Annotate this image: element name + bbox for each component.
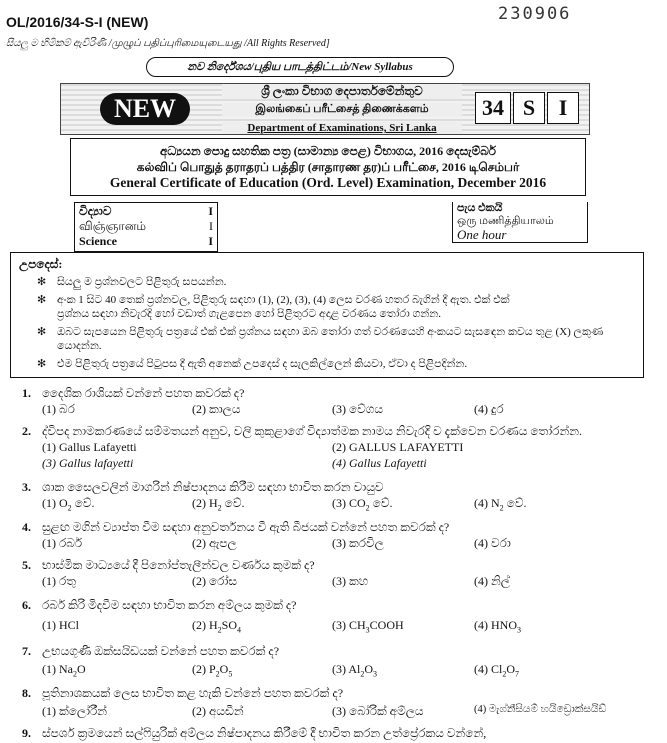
- option-1: (1) බර: [42, 402, 75, 416]
- serial-number: 230906: [498, 4, 572, 24]
- option-3: (3) $Al_2O_3$: [332, 662, 378, 679]
- option-4: (4) මැග්නීසියම් හයිඩ්‍රොක්සයිඩ්: [474, 704, 607, 715]
- asterisk-icon: ✻: [37, 276, 47, 288]
- syllabus-label: නව නිර්දේශය/புதிய பாடத்திட்டம்/New Syllabus: [146, 57, 454, 77]
- duration-sinhala: පැය එකයි: [457, 202, 503, 214]
- option-2: (2) $H_2SO_4$: [192, 618, 242, 635]
- option-1: (1) Gallus Lafayetti: [42, 440, 137, 454]
- option-1: (1) HCl: [42, 618, 79, 632]
- option-2: (2) රෝස: [192, 574, 237, 588]
- question-stem: පූතිනාශකයක් ලෙස භාවිත කළ හැකි වන්නේ පහත කවරක් ද?: [42, 686, 344, 700]
- question-stem: ස්පර්ශ ක්‍රමයෙන් සල්ෆියුරික් අම්ලය නිෂ්පාදනය කිරීමේ දී භාවිත කරන උත්ප්‍රේරකය වන්නේ,: [42, 726, 487, 740]
- department-name-sinhala: ශ්‍රී ලංකා විභාග දෙපාර්තමේන්තුව: [222, 84, 462, 99]
- new-badge: NEW: [100, 93, 190, 125]
- question-stem: උභයගුණී ඔක්සයිඩයක් වන්නේ පහත කවරක් ද?: [42, 644, 280, 658]
- duration-english: One hour: [457, 227, 507, 242]
- option-3: (3) කරවිල: [332, 536, 384, 550]
- option-2: (2) GALLUS LAFAYETTI: [332, 440, 464, 454]
- question-stem: දෛශික රාශියක් වන්නේ පහත කවරක් ද?: [42, 386, 245, 400]
- question-stem: සුළඟ මගින් ව්‍යාප්ත වීම සඳහා අනුවර්තනය වී ඇති බීජයක් වන්නේ පහත කවරක් ද?: [42, 520, 450, 534]
- option-2: (2) $H_2$ වේ.: [192, 496, 245, 513]
- option-2: (2) කාලය: [192, 402, 241, 416]
- option-3: (3) $CH_3COOH$: [332, 618, 404, 635]
- asterisk-icon: ✻: [37, 294, 47, 306]
- option-1: (1) රබර්: [42, 536, 83, 550]
- subject-tamil: விஞ்ஞானம்: [79, 219, 146, 233]
- option-3: (3) කහ: [332, 574, 369, 588]
- paper-code: OL/2016/34-S-I (NEW): [6, 14, 149, 30]
- subject-sinhala: විද්‍යාව: [79, 204, 112, 218]
- option-4: (4) $Cl_2O_7$: [474, 662, 520, 679]
- subject-box: [74, 202, 218, 252]
- subject-part: I: [209, 219, 213, 233]
- option-3: (3) බෝරික් අම්ලය: [332, 704, 424, 718]
- instruction-item-continued: ප්‍රශ්නය සඳහා නිවැරදි හෝ වඩාත් ගැළපෙන හෝ පිළිතුරට අදාළ වරණය තෝරා ගන්න.: [57, 308, 441, 320]
- code-cell-part: I: [547, 92, 579, 124]
- exam-title-english: General Certificate of Education (Ord. Level) Examination, December 2016: [109, 175, 547, 190]
- option-4: (4) නිල්: [474, 574, 510, 588]
- instructions-box: [10, 252, 644, 378]
- option-4: (4) දුර: [474, 402, 504, 416]
- option-2: (2) අයඩීන්: [192, 704, 244, 718]
- option-1: (1) ක්ලෝරීන්: [42, 704, 108, 718]
- option-4: (4) වරා: [474, 536, 511, 550]
- asterisk-icon: ✻: [37, 358, 47, 370]
- option-3: (3) Gallus lafayetti: [42, 456, 134, 470]
- instruction-item-continued: යොදන්න.: [57, 340, 102, 352]
- rights-notice: සියලු ම හිමිකම් ඇවිරිණි /முழுப் பதிப்புரிமையுடையது /All Rights Reserved]: [6, 38, 330, 49]
- subject-part: I: [208, 234, 213, 248]
- option-1: (1) රතු: [42, 574, 76, 588]
- department-name-english: Department of Examinations, Sri Lanka: [222, 122, 462, 134]
- duration-tamil: ஒரு மணித்தியாலம்: [457, 215, 554, 227]
- subject-part: I: [208, 204, 213, 218]
- asterisk-icon: ✻: [37, 326, 47, 338]
- instruction-item: ✻ අංක 1 සිට 40 තෙක් ප්‍රශ්නවල, පිළිතුරු සඳහා (1), (2), (3), (4) ලෙස වරණ හතර බැගින් දී ඇත. එක් එක්: [37, 294, 510, 306]
- instructions-heading: උපදෙස්:: [19, 257, 63, 271]
- instruction-item: ✻ එම පිළිතුරු පත්‍රයේ පිටුපස දී ඇති අනෙක් උපදෙස් ද සැලකිල්ලෙන් කියවා, ඒවා ද පිළිපදින්න.: [37, 358, 468, 370]
- option-3: (3) වේගය: [332, 402, 384, 416]
- department-name-tamil: இலங்கைப் பரீட்சைத் திணைக்களம்: [222, 103, 462, 117]
- exam-title-box: [70, 138, 586, 196]
- question-stem: රබර් කිරි මිදවීම සඳහා භාවිත කරන අම්ලය කුමක් ද?: [42, 598, 297, 612]
- instruction-item: ✻ සියලු ම ප්‍රශ්නවලට පිළිතුරු සපයන්න.: [37, 276, 227, 288]
- option-4: (4) $HNO_3$: [474, 618, 521, 635]
- exam-title-tamil: கல்விப் பொதுத் தராதரப் பத்திர (சாதாரண தர)ப் பரீட்சை, 2016 டிசெம்பர்: [136, 160, 520, 174]
- exam-title-sinhala: අධ්‍යයන පොදු සහතික පත්‍ර (සාමාන්‍ය පෙළ) විභාගය, 2016 දෙසැම්බර්: [159, 144, 497, 158]
- instruction-item: ✻ ඔබට සැපයෙන පිළිතුරු පත්‍රයේ එක් එක් ප්‍රශ්නය සඳහා ඔබ තෝරා ගත් වරණයෙහි අංකයට සැසඳෙන කවය තුළ (X) ලකුණ: [37, 326, 604, 338]
- option-2: (2) ඇපල: [192, 536, 237, 550]
- code-cell-number: 34: [475, 92, 511, 124]
- option-2: (2) $P_2O_5$: [192, 662, 233, 679]
- question-stem: භාස්මික මාධ්‍යයේ දී පිනෝප්තැලීන්වල වර්ණය කුමක් ද?: [42, 558, 315, 572]
- question-stem: ද්විපද නාමකරණයේ සම්මතයන් අනුව, වලි කුකුළාගේ විද්‍යාත්මක නාමය නිවැරදි ව දැක්වෙන වරණය තෝරන්න.: [42, 424, 582, 438]
- option-1: (1) $O_2$ වේ.: [42, 496, 95, 513]
- subject-english: Science: [79, 234, 117, 248]
- question-stem: ශාක සෛලවලින් මාගරින් නිෂ්පාදනය කිරීම සඳහා භාවිත කරන වායුව: [42, 480, 384, 494]
- option-1: (1) $Na_2O$: [42, 662, 86, 679]
- option-3: (3) $CO_2$ වේ.: [332, 496, 393, 513]
- duration-box: [452, 202, 588, 243]
- option-4: (4) Gallus Lafayetti: [332, 456, 427, 470]
- option-4: (4) $N_2$ වේ.: [474, 496, 527, 513]
- code-cell-language: S: [513, 92, 545, 124]
